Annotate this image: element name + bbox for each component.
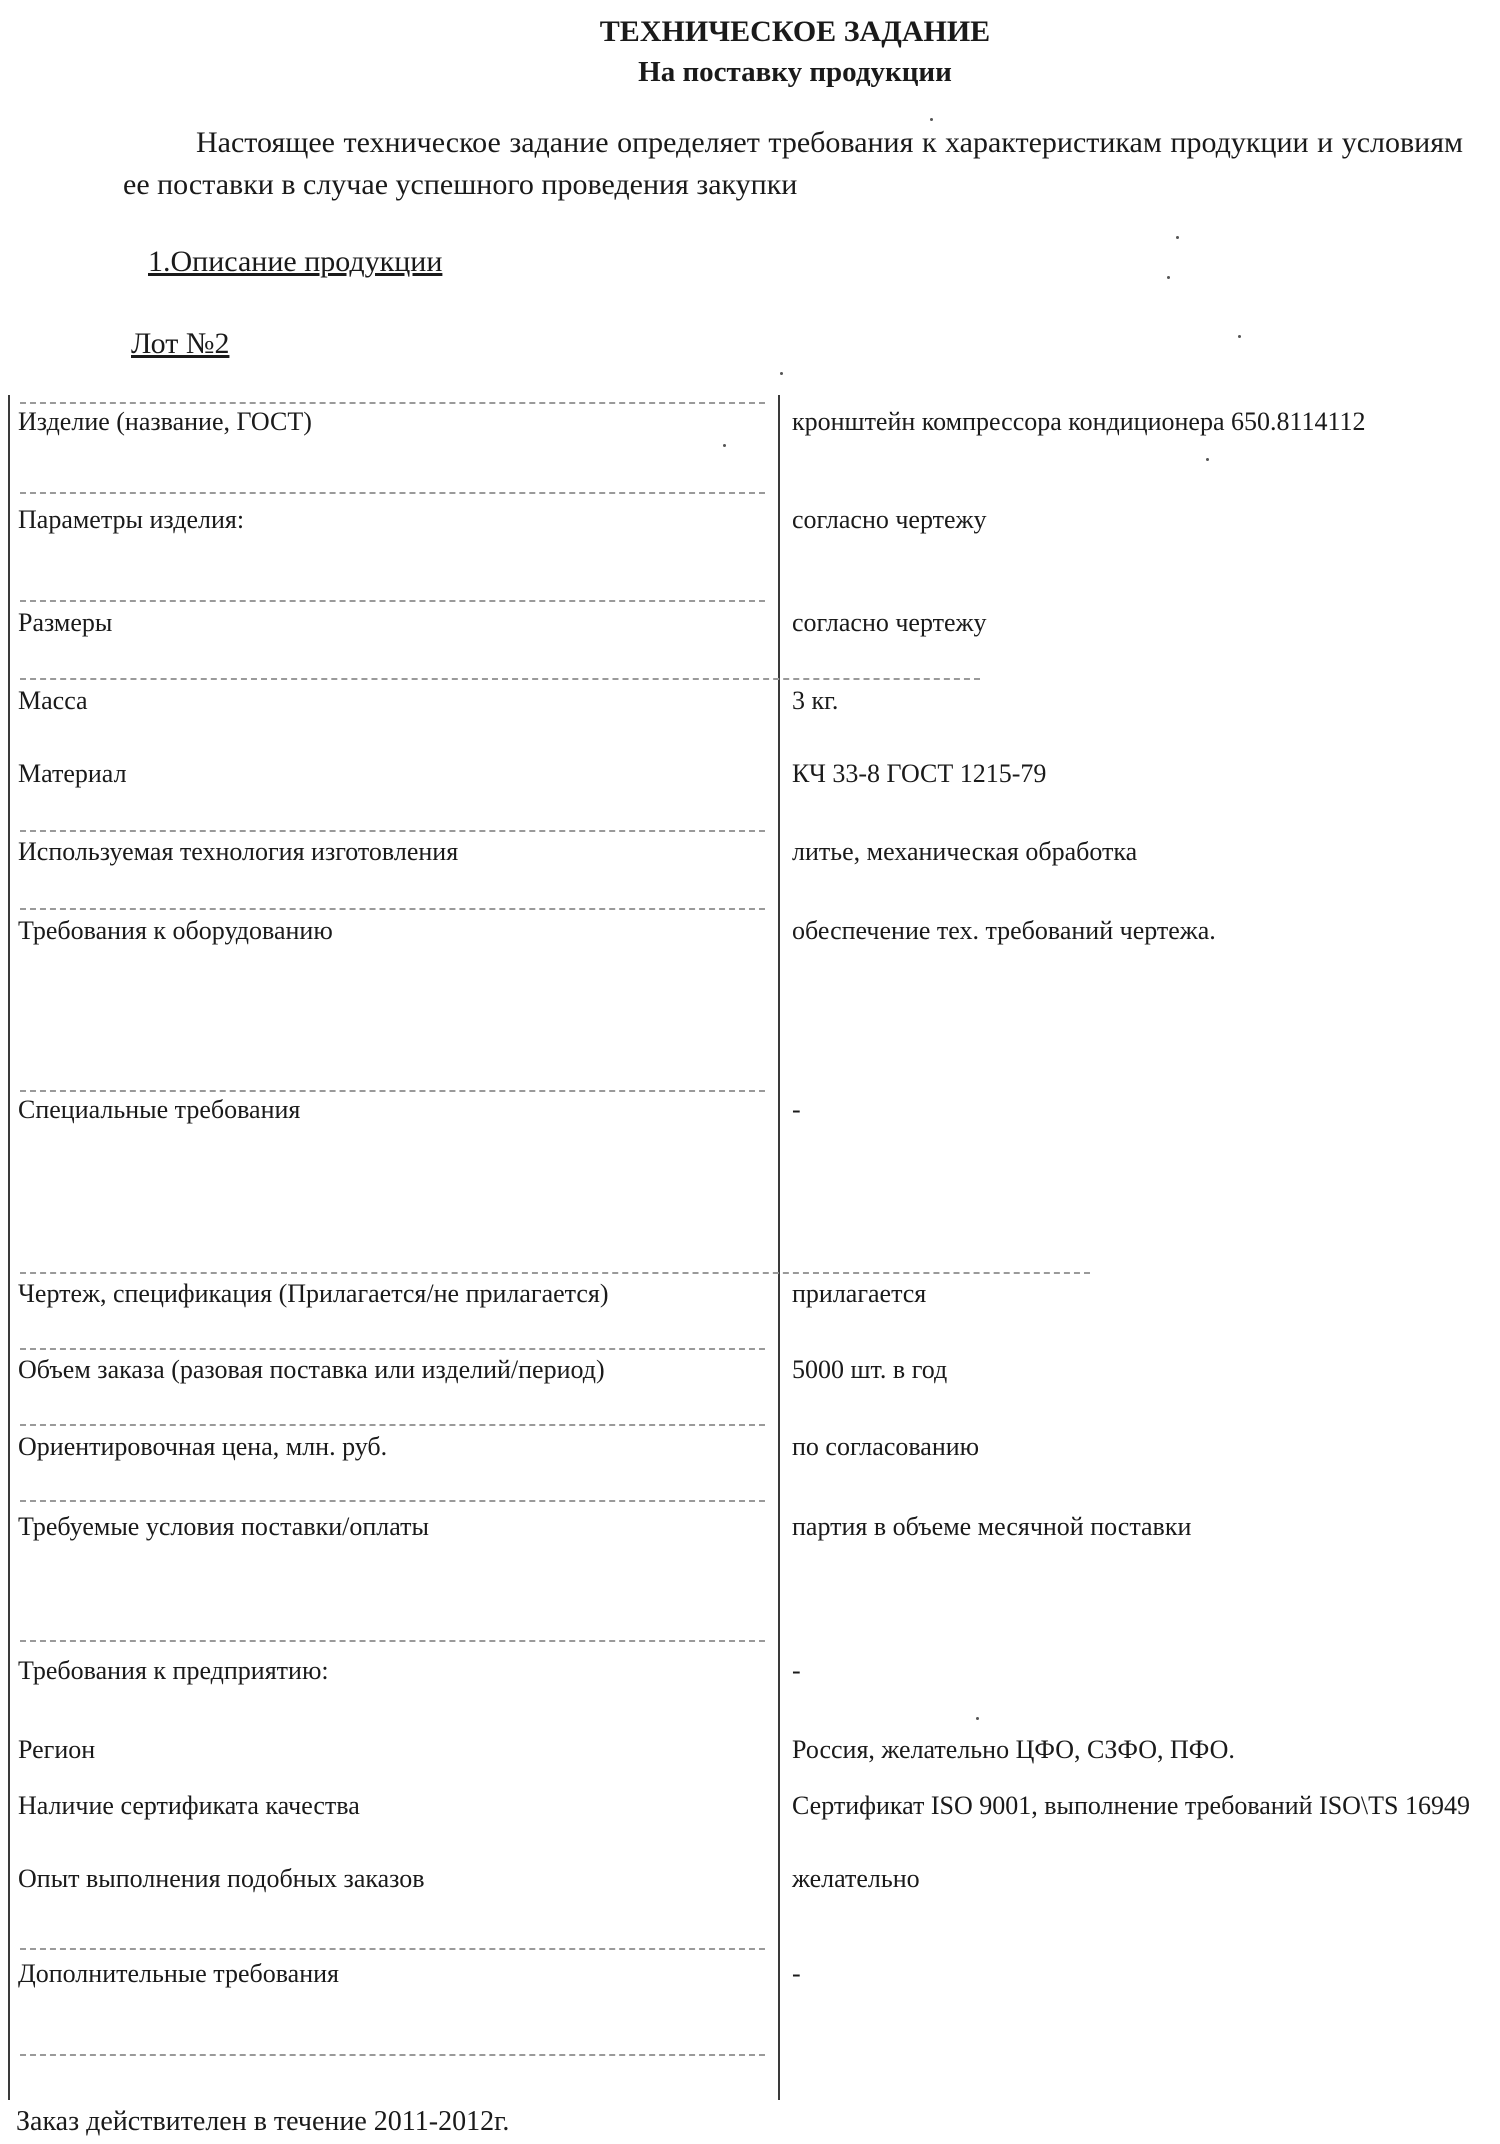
row-divider xyxy=(20,1272,1090,1274)
row-value: Россия, желательно ЦФО, СЗФО, ПФО. xyxy=(792,1735,1235,1764)
row-value: прилагается xyxy=(792,1279,927,1308)
row-divider xyxy=(20,1948,765,1950)
row-value: партия в объеме месячной поставки xyxy=(792,1512,1192,1541)
row-value: литье, механическая обработка xyxy=(792,837,1138,866)
row-label: Материал xyxy=(18,759,127,788)
row-label: Опыт выполнения подобных заказов xyxy=(18,1864,425,1893)
row-divider xyxy=(20,830,765,832)
row-divider xyxy=(20,2054,765,2056)
row-label: Требования к оборудованию xyxy=(18,916,333,945)
row-label: Специальные требования xyxy=(18,1095,301,1124)
row-divider xyxy=(20,1500,765,1502)
row-label: Ориентировочная цена, млн. руб. xyxy=(18,1432,388,1461)
row-divider xyxy=(20,492,765,494)
scan-speck xyxy=(780,372,783,375)
row-value: кронштейн компрессора кондиционера 650.8114112 xyxy=(792,407,1366,436)
row-label: Объем заказа (разовая поставка или изделий/период) xyxy=(18,1355,605,1384)
row-value: Сертификат ISO 9001, выполнение требований ISO\TS 16949 xyxy=(792,1791,1470,1820)
row-value: - xyxy=(792,1656,801,1685)
row-divider xyxy=(20,600,765,602)
document-subtitle: На поставку продукции xyxy=(638,56,952,88)
row-label: Дополнительные требования xyxy=(18,1959,339,1988)
row-label: Чертеж, спецификация (Прилагается/не прилагается) xyxy=(18,1279,609,1308)
row-value: согласно чертежу xyxy=(792,505,987,534)
row-label: Изделие (название, ГОСТ) xyxy=(18,407,312,436)
row-value: 5000 шт. в год xyxy=(792,1355,948,1384)
row-divider xyxy=(20,908,765,910)
section-heading: 1.Описание продукции xyxy=(148,245,443,278)
row-divider xyxy=(20,1640,765,1642)
scan-speck xyxy=(1206,458,1209,461)
intro-paragraph: Настоящее техническое задание определяет требования к характеристикам продукции и условиям ее поставки в случае успешного проведения закупки xyxy=(123,126,1463,201)
row-label: Требования к предприятию: xyxy=(18,1656,329,1685)
row-divider xyxy=(20,402,765,404)
row-label: Параметры изделия: xyxy=(18,505,245,534)
row-label: Размеры xyxy=(18,608,113,637)
row-divider xyxy=(20,1424,765,1426)
row-label: Регион xyxy=(18,1735,96,1764)
row-value: обеспечение тех. требований чертежа. xyxy=(792,916,1216,945)
row-label: Масса xyxy=(18,686,88,715)
row-label: Используемая технология изготовления xyxy=(18,837,459,866)
row-value: - xyxy=(792,1959,801,1988)
scan-speck xyxy=(930,118,933,121)
row-label: Наличие сертификата качества xyxy=(18,1791,360,1820)
row-value: КЧ 33-8 ГОСТ 1215-79 xyxy=(792,759,1047,788)
lot-heading: Лот №2 xyxy=(131,327,230,360)
row-divider xyxy=(20,1348,765,1350)
row-label: Требуемые условия поставки/оплаты xyxy=(18,1512,429,1541)
scan-speck xyxy=(976,1717,979,1720)
validity-footer: Заказ действителен в течение 2011-2012г. xyxy=(16,2106,510,2137)
table-column-divider xyxy=(778,395,780,2100)
scan-speck xyxy=(1238,335,1241,338)
row-value: желательно xyxy=(792,1864,920,1893)
row-value: согласно чертежу xyxy=(792,608,987,637)
document-title: ТЕХНИЧЕСКОЕ ЗАДАНИЕ xyxy=(599,15,991,48)
row-divider xyxy=(20,678,980,680)
row-value: - xyxy=(792,1095,801,1124)
scan-speck xyxy=(1176,236,1179,239)
row-divider xyxy=(20,1090,765,1092)
scan-speck xyxy=(1167,276,1170,279)
table-left-border xyxy=(8,395,10,2100)
row-value: 3 кг. xyxy=(792,686,839,715)
scan-speck xyxy=(723,444,726,447)
row-value: по согласованию xyxy=(792,1432,980,1461)
